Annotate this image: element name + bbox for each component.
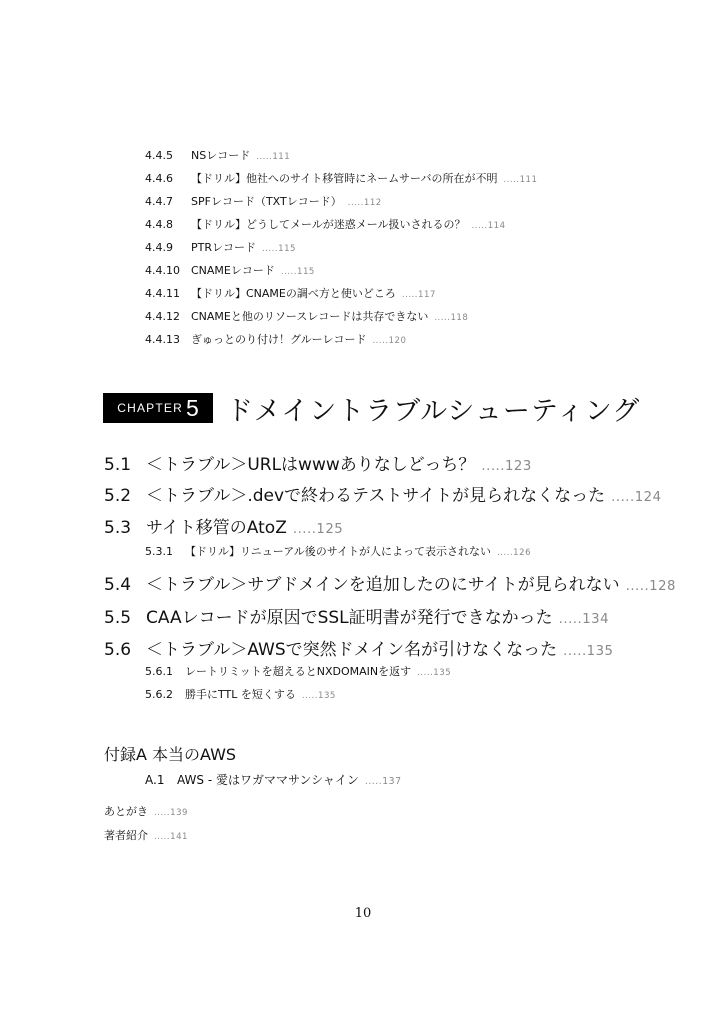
page-number: 10 bbox=[354, 906, 372, 921]
entry-title: ＜トラブル＞AWSで突然ドメイン名が引けなくなった bbox=[146, 640, 558, 660]
toc-entry bbox=[104, 570, 676, 595]
entry-page: .....115 bbox=[280, 267, 315, 277]
entry-title: サイト移管のAtoZ bbox=[146, 518, 287, 538]
chapter-title: ドメイントラブルシューティング bbox=[226, 396, 641, 427]
toc-entry bbox=[145, 686, 336, 702]
entry-title: ＜トラブル＞サブドメインを追加したのにサイトが見られない bbox=[146, 575, 620, 595]
entry-title: レートリミットを超えるとNXDOMAINを返す bbox=[185, 665, 412, 678]
entry-title: 【ドリル】リニューアル後のサイトが人によって表示されない bbox=[185, 545, 492, 558]
entry-number: 5.3.1 bbox=[145, 545, 173, 558]
entry-page: .....125 bbox=[292, 522, 344, 537]
toc-entry bbox=[104, 603, 609, 628]
entry-page: .....118 bbox=[434, 313, 469, 323]
entry-number: A.1 bbox=[145, 773, 165, 787]
entry-page: .....128 bbox=[625, 579, 676, 594]
entry-page: .....135 bbox=[301, 691, 336, 701]
entry-number: 5.5 bbox=[104, 608, 132, 628]
entry-title: PTRレコード bbox=[191, 241, 256, 254]
entry-page: .....135 bbox=[563, 644, 614, 659]
entry-title: NSレコード bbox=[191, 149, 251, 162]
chapter-number: 5 bbox=[185, 394, 199, 421]
entry-page: .....112 bbox=[347, 198, 382, 208]
toc-entry bbox=[145, 331, 406, 347]
toc-entry bbox=[145, 308, 468, 324]
toc-entry bbox=[145, 771, 402, 788]
entry-number: 4.4.9 bbox=[145, 241, 173, 254]
toc-entry bbox=[145, 193, 382, 209]
entry-page: .....134 bbox=[558, 612, 610, 627]
entry-number: 4.4.6 bbox=[145, 172, 173, 185]
toc-entry bbox=[104, 803, 188, 819]
toc-entry bbox=[145, 663, 451, 679]
toc-entry bbox=[104, 481, 662, 506]
chapter-badge bbox=[103, 393, 213, 423]
entry-number: 5.6.2 bbox=[145, 688, 173, 701]
entry-number: 5.6.1 bbox=[145, 665, 173, 678]
entry-page: .....137 bbox=[364, 776, 402, 787]
toc-entry bbox=[145, 285, 436, 301]
entry-page: .....135 bbox=[417, 668, 452, 678]
toc-entry bbox=[145, 170, 537, 186]
entry-page: .....141 bbox=[154, 832, 189, 842]
toc-entry bbox=[104, 827, 188, 843]
entry-title: AWS - 愛はワガママサンシャイン bbox=[177, 773, 359, 787]
entry-page: .....120 bbox=[372, 336, 407, 346]
entry-number: 4.4.11 bbox=[145, 287, 180, 300]
entry-page: .....117 bbox=[401, 290, 436, 300]
entry-number: 5.6 bbox=[104, 640, 132, 660]
toc-entry bbox=[145, 239, 296, 255]
entry-number: 4.4.5 bbox=[145, 149, 173, 162]
entry-page: .....111 bbox=[503, 175, 538, 185]
toc-entry bbox=[104, 635, 613, 660]
entry-title: CNAMEレコード bbox=[191, 264, 275, 277]
entry-title: ぎゅっとのり付け！グルーレコード bbox=[191, 333, 367, 346]
entry-title: 【ドリル】CNAMEの調べ方と使いどころ bbox=[191, 287, 396, 300]
entry-number: 5.3 bbox=[104, 518, 132, 538]
toc-entry bbox=[145, 147, 290, 163]
entry-title: SPFレコード（TXTレコード） bbox=[191, 195, 342, 208]
toc-entry bbox=[104, 513, 343, 538]
entry-title: 著者紹介 bbox=[104, 829, 148, 842]
entry-page: .....114 bbox=[471, 221, 506, 231]
entry-number: 4.4.8 bbox=[145, 218, 173, 231]
entry-page: .....115 bbox=[262, 244, 297, 254]
entry-number: 4.4.12 bbox=[145, 310, 180, 323]
toc-entry bbox=[104, 450, 532, 475]
appendix-title: 付録A 本当のAWS bbox=[104, 745, 237, 764]
chapter-label: CHAPTER bbox=[117, 401, 183, 415]
toc-entry bbox=[145, 216, 506, 232]
entry-number: 5.4 bbox=[104, 575, 132, 595]
entry-title: ＜トラブル＞URLはwwwありなしどっち？ bbox=[146, 455, 476, 475]
entry-page: .....139 bbox=[154, 808, 189, 818]
entry-title: あとがき bbox=[104, 805, 148, 818]
entry-page: .....123 bbox=[481, 459, 532, 474]
toc-entry bbox=[145, 262, 315, 278]
entry-page: .....124 bbox=[611, 490, 662, 505]
entry-title: CNAMEと他のリソースレコードは共存できない bbox=[191, 310, 429, 323]
entry-number: 5.2 bbox=[104, 486, 132, 506]
toc-entry bbox=[145, 543, 531, 559]
entry-title: 【ドリル】どうしてメールが迷惑メール扱いされるの？ bbox=[191, 218, 466, 231]
entry-page: .....126 bbox=[497, 548, 532, 558]
entry-number: 5.1 bbox=[104, 455, 132, 475]
entry-title: 【ドリル】他社へのサイト移管時にネームサーバの所在が不明 bbox=[191, 172, 498, 185]
entry-title: CAAレコードが原因でSSL証明書が発行できなかった bbox=[146, 608, 553, 628]
entry-page: .....111 bbox=[256, 152, 291, 162]
entry-title: 勝手にTTL を短くする bbox=[185, 688, 296, 701]
entry-number: 4.4.13 bbox=[145, 333, 180, 346]
entry-title: ＜トラブル＞.devで終わるテストサイトが見られなくなった bbox=[146, 486, 606, 506]
entry-number: 4.4.7 bbox=[145, 195, 173, 208]
entry-number: 4.4.10 bbox=[145, 264, 180, 277]
